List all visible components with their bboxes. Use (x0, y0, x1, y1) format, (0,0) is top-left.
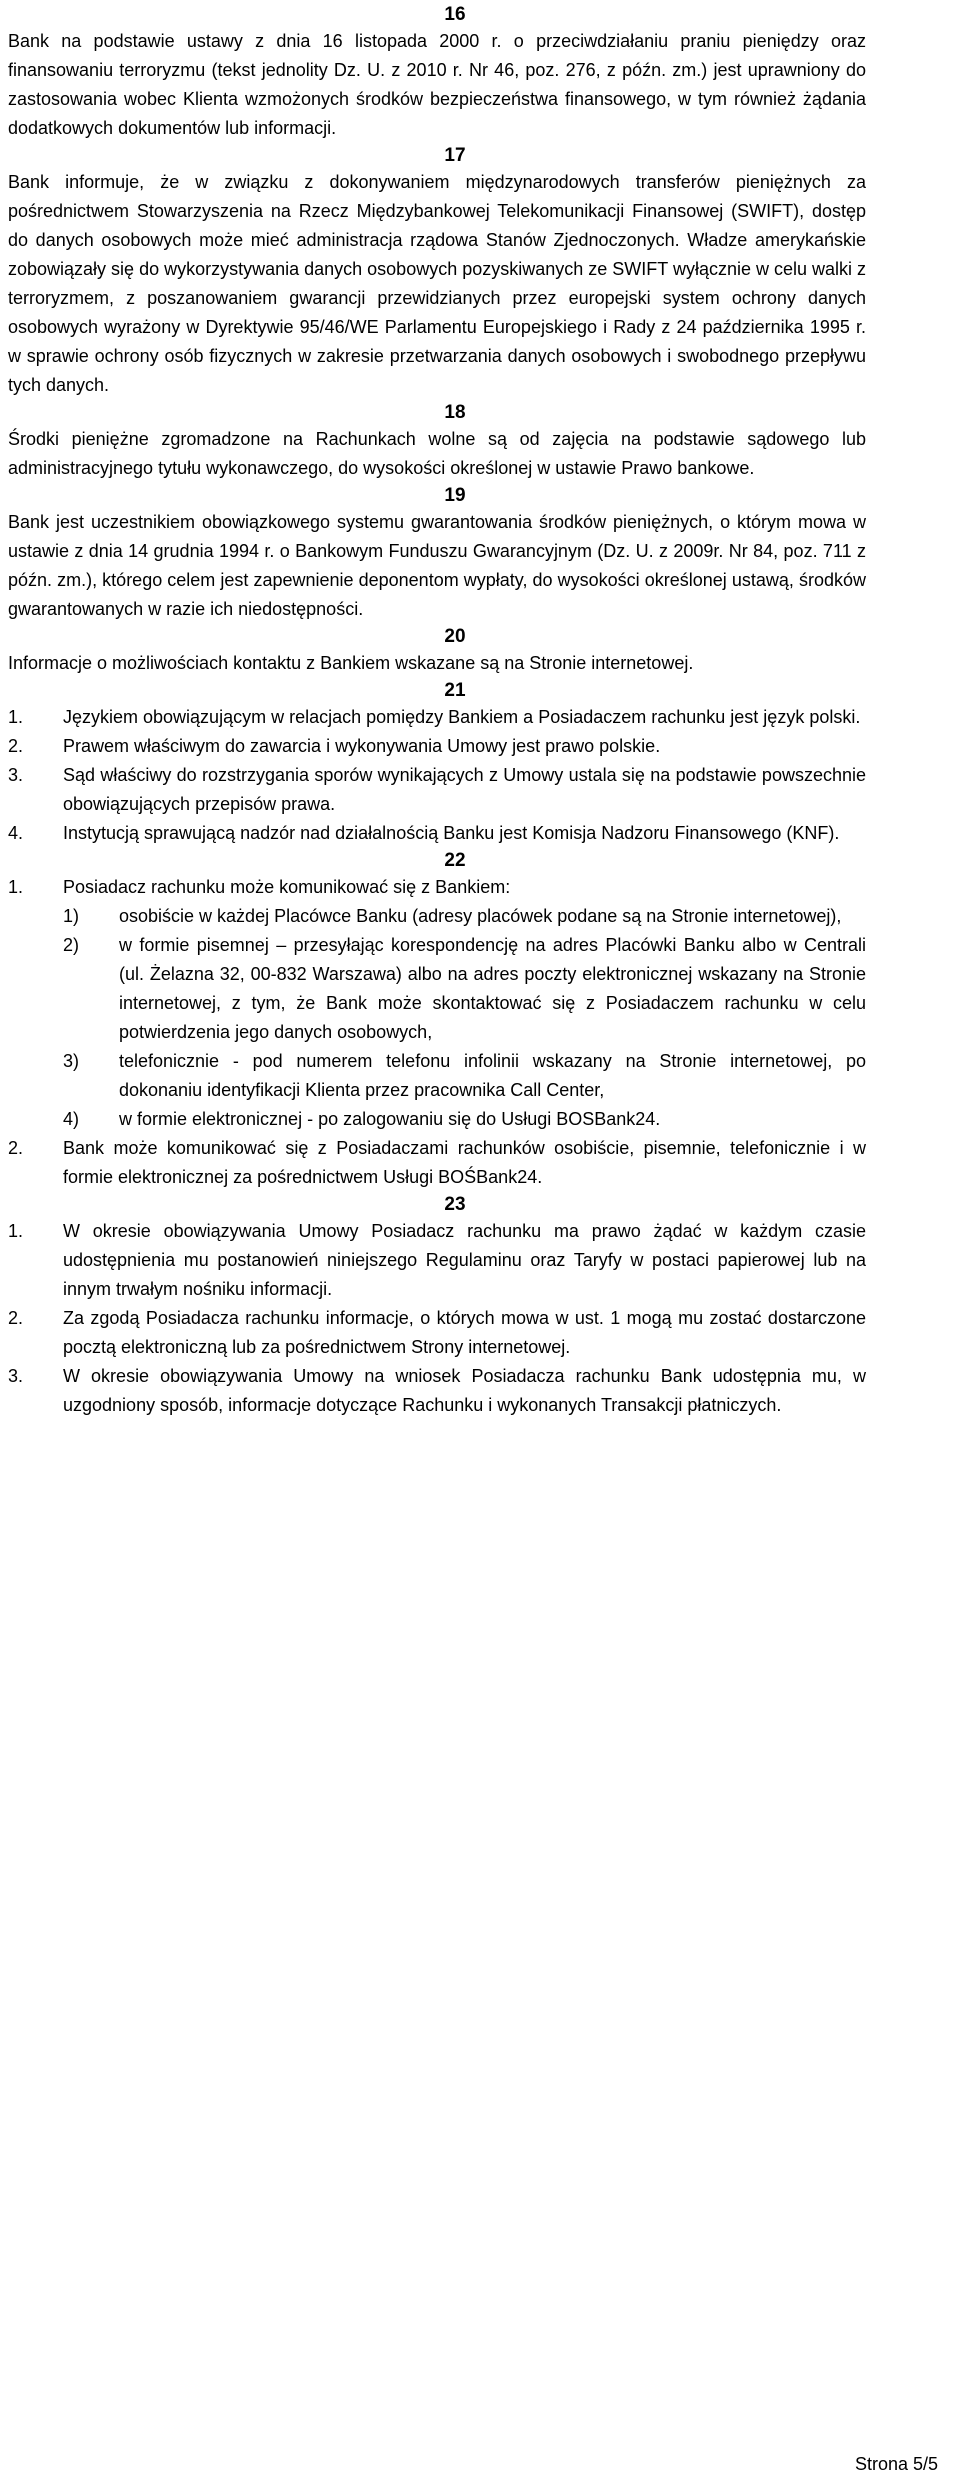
section-heading-18: 18 (444, 402, 466, 423)
item-number: 3. (8, 765, 24, 785)
subitem-number: 4) (63, 1109, 80, 1129)
section-21-item (8, 761, 866, 819)
item-number: 4. (8, 823, 24, 843)
section-heading-23: 23 (444, 1194, 466, 1215)
section-22-item (8, 1134, 866, 1192)
item-text: Sąd właściwy do rozstrzygania sporów wynikających z Umowy ustala się na podstawie powszechnie obowiązujących przepisów prawa. (63, 765, 866, 814)
item-number: 1. (8, 1221, 24, 1241)
section-16-paragraph: Bank na podstawie ustawy z dnia 16 listopada 2000 r. o przeciwdziałaniu praniu pieniędzy oraz finansowaniu terroryzmu (tekst jednolity Dz. U. z 2010 r. Nr 46, poz. 276, z późn. zm.) jest uprawniony do zastosowania wobec Klienta wzmożonych środków bezpieczeństwa finansowego, w tym również żądania dodatkowych dokumentów lub informacji. (8, 31, 866, 138)
document-content (8, 0, 866, 1420)
section-22-subitem (8, 1047, 866, 1105)
section-heading-19: 19 (444, 485, 466, 506)
section-23-item (8, 1362, 866, 1420)
subitem-text: telefonicznie - pod numerem telefonu infolinii wskazany na Stronie internetowej, po dokonaniu identyfikacji Klienta przez pracownika Call Center, (119, 1051, 866, 1100)
item-text: Posiadacz rachunku może komunikować się z Bankiem: (63, 877, 511, 897)
section-22-subitem (8, 902, 866, 931)
section-heading-22: 22 (444, 850, 466, 871)
section-20-paragraph: Informacje o możliwościach kontaktu z Bankiem wskazane są na Stronie internetowej. (8, 653, 694, 673)
item-text: Prawem właściwym do zawarcia i wykonywania Umowy jest prawo polskie. (63, 736, 661, 756)
item-number: 2. (8, 1308, 24, 1328)
item-number: 3. (8, 1366, 24, 1386)
section-22-subitem (8, 1105, 866, 1134)
subitem-text: w formie elektronicznej - po zalogowaniu się do Usługi BOSBank24. (119, 1109, 661, 1129)
item-number: 1. (8, 707, 24, 727)
item-number: 2. (8, 1138, 24, 1158)
section-heading-17: 17 (444, 145, 466, 166)
section-17-paragraph: Bank informuje, że w związku z dokonywaniem międzynarodowych transferów pieniężnych za pośrednictwem Stowarzyszenia na Rzecz Międzybankowej Telekomunikacji Finansowej (SWIFT), dostęp do danych osobowych może mieć administracja rządowa Stanów Zjednoczonych. Władze amerykańskie zobowiązały się do wykorzystywania danych osobowych pozyskiwanych ze SWIFT wyłącznie w celu walki z terroryzmem, z poszanowaniem gwarancji przewidzianych przez europejski system ochrony danych osobowych wyrażony w Dyrektywie 95/46/WE Parlamentu Europejskiego i Rady z 24 października 1995 r. w sprawie ochrony osób fizycznych w zakresie przetwarzania danych osobowych i swobodnego przepływu tych danych. (8, 172, 867, 395)
section-heading-16: 16 (444, 4, 466, 25)
subitem-number: 1) (63, 906, 80, 926)
section-22-item (8, 873, 866, 902)
item-text: W okresie obowiązywania Umowy na wniosek Posiadacza rachunku Bank udostępnia mu, w uzgodniony sposób, informacje dotyczące Rachunku i wykonanych Transakcji płatniczych. (63, 1366, 866, 1415)
item-text: Za zgodą Posiadacza rachunku informacje, o których mowa w ust. 1 mogą mu zostać dostarczone pocztą elektroniczną lub za pośrednictwem Strony internetowej. (63, 1308, 866, 1357)
section-21-item (8, 819, 866, 848)
subitem-text: osobiście w każdej Placówce Banku (adresy placówek podane są na Stronie internetowej), (119, 906, 842, 926)
subitem-text: w formie pisemnej – przesyłając korespondencję na adres Placówki Banku albo w Centrali (ul. Żelazna 32, 00-832 Warszawa) albo na adres poczty elektronicznej wskazany na Stronie internetowej, z tym, że Bank może skontaktować się z Posiadaczem rachunku w celu potwierdzenia jego danych osobowych, (119, 935, 866, 1042)
page-number: Strona 5/5 (854, 2454, 938, 2474)
section-21-item (8, 703, 866, 732)
section-23-item (8, 1217, 866, 1304)
section-heading-21: 21 (444, 680, 466, 701)
item-number: 2. (8, 736, 24, 756)
section-18-paragraph: Środki pieniężne zgromadzone na Rachunkach wolne są od zajęcia na podstawie sądowego lub administracyjnego tytułu wykonawczego, do wysokości określonej w ustawie Prawo bankowe. (8, 429, 866, 478)
item-number: 1. (8, 877, 24, 897)
subitem-number: 2) (63, 935, 80, 955)
section-heading-20: 20 (444, 626, 466, 647)
section-23-item (8, 1304, 866, 1362)
item-text: Instytucją sprawującą nadzór nad działalnością Banku jest Komisja Nadzoru Finansowego (KNF). (63, 823, 840, 843)
section-21-item (8, 732, 866, 761)
item-text: Językiem obowiązującym w relacjach pomiędzy Bankiem a Posiadaczem rachunku jest język polski. (63, 707, 861, 727)
item-text: Bank może komunikować się z Posiadaczami rachunków osobiście, pisemnie, telefonicznie i w formie elektronicznej za pośrednictwem Usługi BOŚBank24. (63, 1138, 866, 1187)
section-19-paragraph: Bank jest uczestnikiem obowiązkowego systemu gwarantowania środków pieniężnych, o którym mowa w ustawie z dnia 14 grudnia 1994 r. o Bankowym Funduszu Gwarancyjnym (Dz. U. z 2009r. Nr 84, poz. 711 z późn. zm.), którego celem jest zapewnienie deponentom wypłaty, do wysokości określonej ustawą, środków gwarantowanych w razie ich niedostępności. (8, 512, 866, 619)
subitem-number: 3) (63, 1051, 80, 1071)
item-text: W okresie obowiązywania Umowy Posiadacz rachunku ma prawo żądać w każdym czasie udostępnienia mu postanowień niniejszego Regulaminu oraz Taryfy w postaci papierowej lub na innym trwałym nośniku informacji. (63, 1221, 866, 1299)
section-22-subitem (8, 931, 866, 1047)
